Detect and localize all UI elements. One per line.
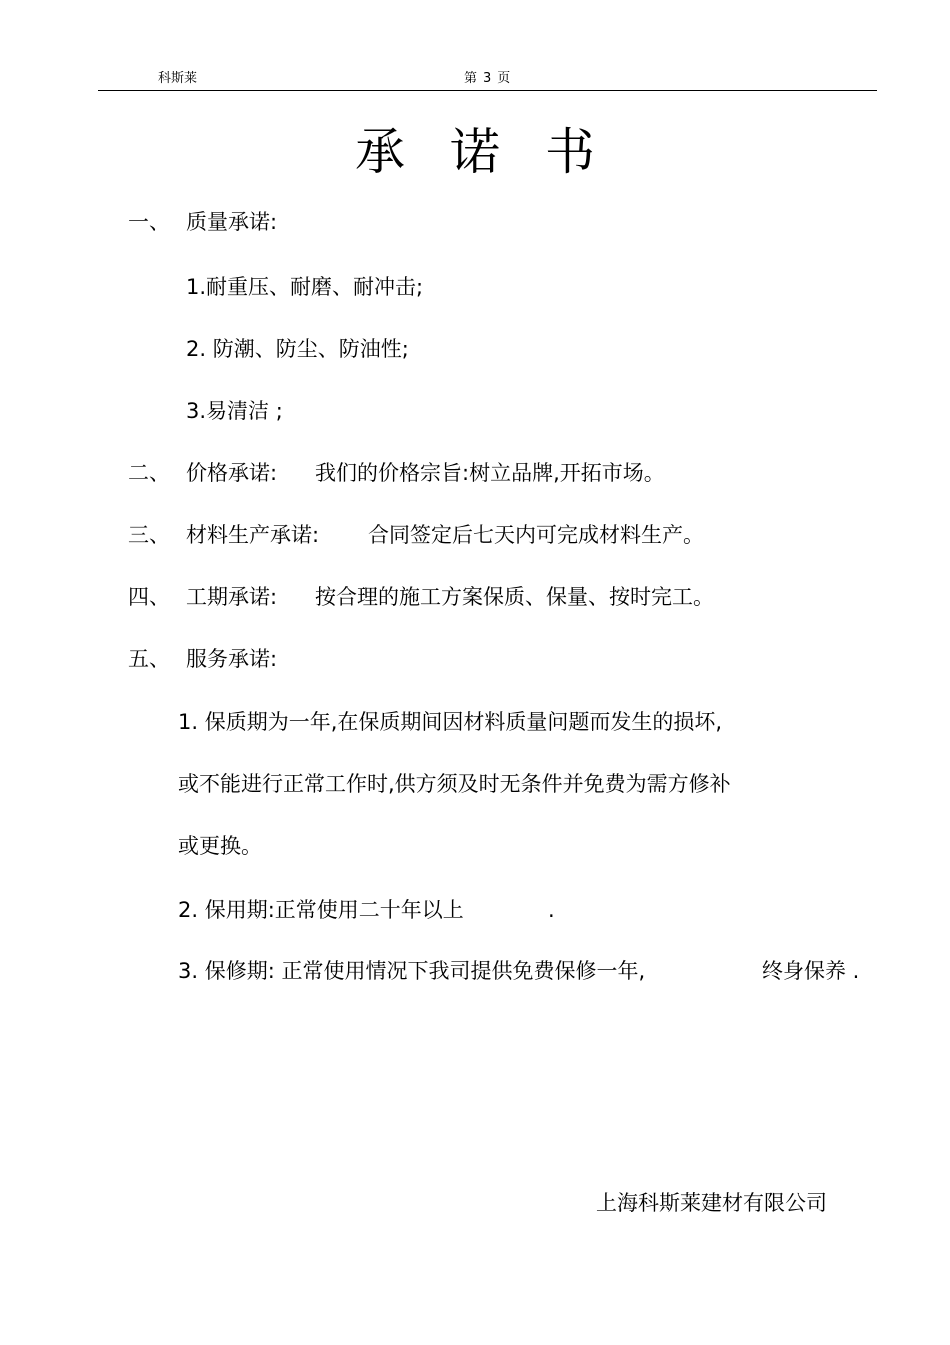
section-5-heading: 服务承诺: <box>186 647 278 671</box>
section-4-heading: 工期承诺: <box>186 585 278 609</box>
page-number: 3 <box>483 71 492 86</box>
section-2-numeral: 二、 <box>128 461 170 485</box>
header-divider <box>98 90 877 91</box>
section-3-numeral: 三、 <box>128 523 170 547</box>
section-5-item-2: 2. 保用期:正常使用二十年以上 <box>178 898 464 922</box>
section-5-item-1: 1. 保质期为一年,在保质期间因材料质量问题而发生的损坏, <box>178 710 723 734</box>
section-5-item-1-end: 或更换。 <box>178 834 262 858</box>
section-1-item-1: 1.耐重压、耐磨、耐冲击; <box>186 275 424 299</box>
section-3-heading: 材料生产承诺: <box>186 523 320 547</box>
section-2-text: 我们的价格宗旨:树立品牌,开拓市场。 <box>315 461 665 485</box>
section-1-item-2: 2. 防潮、防尘、防油性; <box>186 337 409 361</box>
page-prefix: 第 <box>464 71 478 86</box>
section-1-heading: 质量承诺: <box>186 210 278 234</box>
section-5-numeral: 五、 <box>128 647 170 671</box>
footer-company-name: 上海科斯莱建材有限公司 <box>596 1191 827 1215</box>
section-1-numeral: 一、 <box>128 210 170 234</box>
document-title: 承诺书 <box>355 123 640 181</box>
section-1-item-3: 3.易清洁 ; <box>186 399 283 423</box>
section-5-item-3: 3. 保修期: 正常使用情况下我司提供免费保修一年, <box>178 959 646 983</box>
header-company: 科斯莱 <box>158 71 198 86</box>
section-4-text: 按合理的施工方案保质、保量、按时完工。 <box>315 585 714 609</box>
section-2-heading: 价格承诺: <box>186 461 278 485</box>
section-5-item-3-suffix: 终身保养 . <box>762 959 860 983</box>
section-5-item-1-cont: 或不能进行正常工作时,供方须及时无条件并免费为需方修补 <box>178 772 731 796</box>
section-4-numeral: 四、 <box>128 585 170 609</box>
section-5-item-2-period: . <box>548 898 555 922</box>
section-3-text: 合同签定后七天内可完成材料生产。 <box>368 523 704 547</box>
page-suffix: 页 <box>497 71 511 86</box>
header-page-number <box>464 67 510 86</box>
